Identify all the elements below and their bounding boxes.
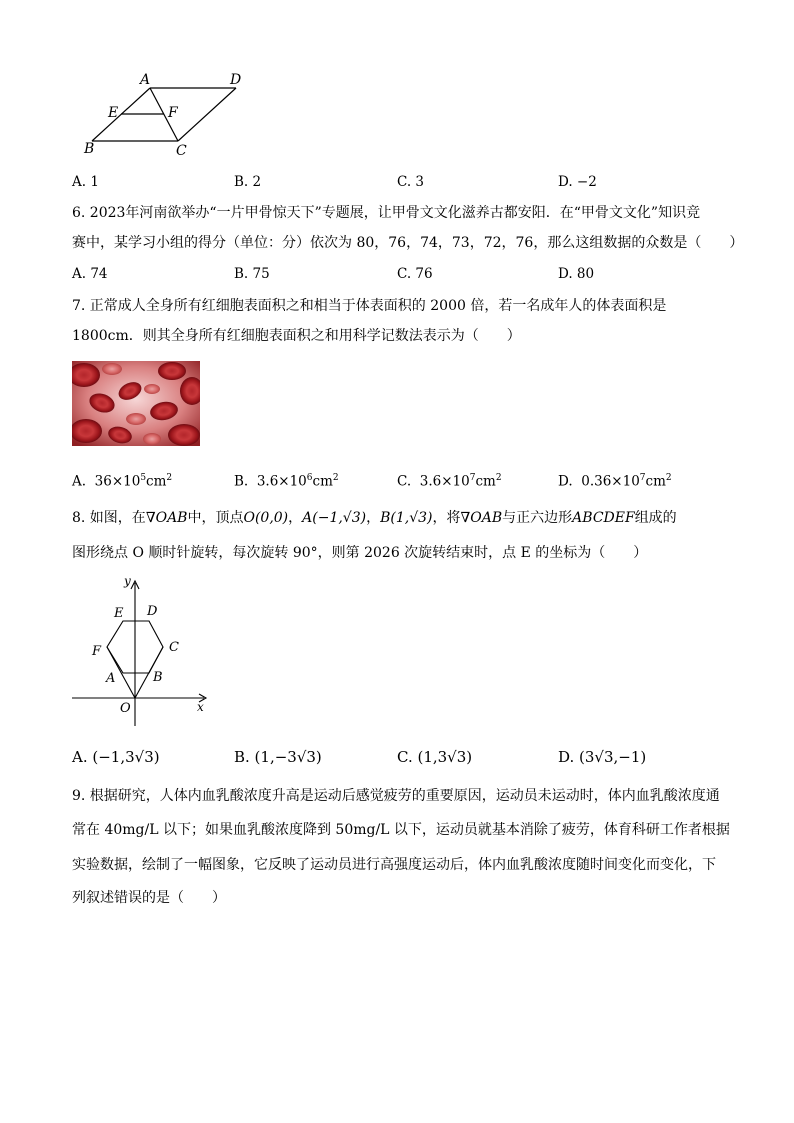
- q8-option-c: C. (1,3√3): [397, 748, 473, 766]
- q6-stem-line1: 6. 2023年河南欲举办“一片甲骨惊天下”专题展，让甲骨文文化滋养古都安阳．在“甲骨文文化”知识竞: [72, 205, 701, 221]
- label-E: E: [108, 105, 119, 121]
- q7-stem-line1: 7. 正常成人全身所有红细胞表面积之和相当于体表面积的 2000 倍，若一名成年人的体表面积是: [72, 298, 667, 314]
- q8-option-d: D. (3√3,−1): [558, 748, 647, 766]
- q9-stem-line3: 实验数据，绘制了一幅图象，它反映了运动员进行高强度运动后，体内血乳酸浓度随时间变化而变化，下: [72, 857, 716, 873]
- fig-label-C: C: [169, 640, 179, 655]
- q7-option-d: D. $0.36\times 10^7cm^2$: [558, 473, 672, 490]
- fig-label-A: A: [106, 671, 116, 686]
- q8-option-b: B. (1,−3√3): [234, 748, 322, 766]
- label-D: D: [230, 72, 242, 88]
- q5-option-c: C. 3: [397, 174, 425, 190]
- q5-option-b: B. 2: [234, 174, 262, 190]
- q7-option-a: A. $36\times 10^5cm^2$: [72, 473, 173, 490]
- hexagon-coordinate-figure: [72, 573, 222, 728]
- q8-option-a: A. (−1,3√3): [72, 748, 160, 766]
- q6-option-a: A. 74: [72, 266, 108, 282]
- fig-label-E: E: [114, 606, 124, 621]
- q5-option-d: D. −2: [558, 174, 597, 190]
- q9-stem-line4: 列叙述错误的是（ ）: [72, 890, 226, 906]
- label-F: F: [168, 105, 178, 121]
- fig-label-F: F: [92, 644, 102, 659]
- q7-option-c: C. $3.6\times 10^7cm^2$: [397, 473, 502, 490]
- q8-stem-line1: 8. 如图，在∇OAB中，顶点O(0,0)，A(−1,√3)，B(1,√3)，将∇OAB与正六边形ABCDEF组成的: [72, 510, 677, 526]
- fig-label-D: D: [147, 604, 158, 619]
- q6-option-c: C. 76: [397, 266, 433, 282]
- q8-stem-line2: 图形绕点 O 顺时针旋转，每次旋转 90°，则第 2026 次旋转结束时，点 E 的坐标为（ ）: [72, 545, 648, 561]
- fig-label-O: O: [120, 701, 131, 716]
- label-B: B: [84, 141, 95, 157]
- q7-option-b: B. $3.6\times 10^6cm^2$: [234, 473, 339, 490]
- q9-stem-line2: 常在 40mg/L 以下；如果血乳酸浓度降到 50mg/L 以下，运动员就基本消除了疲劳，体育科研工作者根据: [72, 822, 730, 838]
- q9-stem-line1: 9. 根据研究，人体内血乳酸浓度升高是运动后感觉疲劳的重要原因，运动员未运动时，体内血乳酸浓度通: [72, 788, 720, 804]
- fig-label-x: x: [197, 700, 204, 714]
- fig-label-y: y: [124, 574, 131, 588]
- label-A: A: [140, 72, 151, 88]
- fig-label-B: B: [153, 670, 163, 685]
- q5-option-a: A. 1: [72, 174, 99, 190]
- parallelogram-figure: [80, 68, 250, 160]
- q6-stem-line2: 赛中，某学习小组的得分（单位：分）依次为 80，76，74，73，72，76，那么这组数据的众数是（ ）: [72, 235, 744, 251]
- q6-option-d: D. 80: [558, 266, 595, 282]
- label-C: C: [176, 143, 187, 159]
- q7-stem-line2: 1800cm．则其全身所有红细胞表面积之和用科学记数法表示为（ ）: [72, 328, 521, 344]
- q6-option-b: B. 75: [234, 266, 270, 282]
- red-blood-cells-image: [72, 361, 200, 446]
